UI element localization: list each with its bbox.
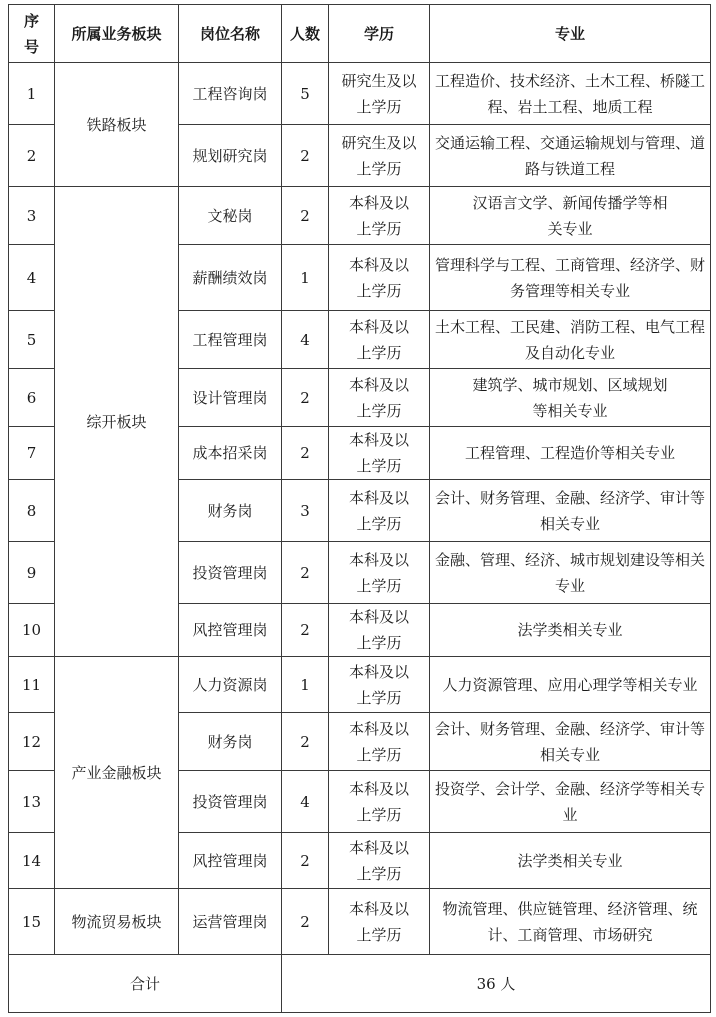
header-major: 专业 (430, 5, 711, 63)
header-count: 人数 (282, 5, 329, 63)
seq-cell: 11 (9, 657, 55, 713)
position-cell: 工程管理岗 (179, 311, 282, 369)
count-cell: 2 (282, 833, 329, 889)
major-cell: 会计、财务管理、金融、经济学、审计等相关专业 (430, 713, 711, 771)
position-cell: 运营管理岗 (179, 889, 282, 955)
table-row (9, 657, 711, 713)
seq-cell: 10 (9, 604, 55, 657)
major-cell: 会计、财务管理、金融、经济学、审计等相关专业 (430, 480, 711, 542)
count-cell: 3 (282, 480, 329, 542)
seq-cell: 13 (9, 771, 55, 833)
education-cell: 本科及以上学历 (329, 311, 430, 369)
major-cell: 工程管理、工程造价等相关专业 (430, 427, 711, 480)
header-seq: 序号 (9, 5, 55, 63)
seq-cell: 5 (9, 311, 55, 369)
education-cell: 本科及以上学历 (329, 604, 430, 657)
major-cell: 人力资源管理、应用心理学等相关专业 (430, 657, 711, 713)
major-cell: 管理科学与工程、工商管理、经济学、财务管理等相关专业 (430, 245, 711, 311)
business-cell: 物流贸易板块 (55, 889, 179, 955)
position-cell: 风控管理岗 (179, 604, 282, 657)
seq-cell: 14 (9, 833, 55, 889)
seq-cell: 4 (9, 245, 55, 311)
count-cell: 5 (282, 63, 329, 125)
education-cell: 研究生及以上学历 (329, 63, 430, 125)
recruitment-table (8, 4, 711, 1013)
count-cell: 1 (282, 245, 329, 311)
business-cell: 综开板块 (55, 187, 179, 657)
education-cell: 本科及以上学历 (329, 833, 430, 889)
education-cell: 本科及以上学历 (329, 480, 430, 542)
count-cell: 2 (282, 369, 329, 427)
education-cell: 本科及以上学历 (329, 187, 430, 245)
position-cell: 设计管理岗 (179, 369, 282, 427)
count-cell: 2 (282, 604, 329, 657)
count-cell: 2 (282, 542, 329, 604)
major-cell: 法学类相关专业 (430, 833, 711, 889)
major-cell: 土木工程、工民建、消防工程、电气工程及自动化专业 (430, 311, 711, 369)
table-row (9, 63, 711, 125)
major-cell: 工程造价、技术经济、土木工程、桥隧工程、岩土工程、地质工程 (430, 63, 711, 125)
position-cell: 人力资源岗 (179, 657, 282, 713)
total-row (9, 955, 711, 1013)
education-cell: 本科及以上学历 (329, 542, 430, 604)
education-cell: 本科及以上学历 (329, 771, 430, 833)
education-cell: 本科及以上学历 (329, 713, 430, 771)
major-cell: 交通运输工程、交通运输规划与管理、道路与铁道工程 (430, 125, 711, 187)
seq-cell: 15 (9, 889, 55, 955)
count-cell: 1 (282, 657, 329, 713)
count-cell: 2 (282, 713, 329, 771)
position-cell: 财务岗 (179, 713, 282, 771)
count-cell: 2 (282, 427, 329, 480)
education-cell: 本科及以上学历 (329, 657, 430, 713)
education-cell: 本科及以上学历 (329, 369, 430, 427)
major-cell: 金融、管理、经济、城市规划建设等相关专业 (430, 542, 711, 604)
seq-cell: 9 (9, 542, 55, 604)
major-cell: 建筑学、城市规划、区域规划等相关专业 (430, 369, 711, 427)
position-cell: 风控管理岗 (179, 833, 282, 889)
header-business: 所属业务板块 (55, 5, 179, 63)
business-cell: 铁路板块 (55, 63, 179, 187)
position-cell: 投资管理岗 (179, 771, 282, 833)
count-cell: 4 (282, 311, 329, 369)
count-cell: 2 (282, 125, 329, 187)
position-cell: 工程咨询岗 (179, 63, 282, 125)
seq-cell: 7 (9, 427, 55, 480)
position-cell: 薪酬绩效岗 (179, 245, 282, 311)
header-education: 学历 (329, 5, 430, 63)
seq-cell: 6 (9, 369, 55, 427)
position-cell: 文秘岗 (179, 187, 282, 245)
total-label: 合计 (9, 955, 282, 1013)
seq-cell: 3 (9, 187, 55, 245)
count-cell: 2 (282, 889, 329, 955)
position-cell: 规划研究岗 (179, 125, 282, 187)
header-row (9, 5, 711, 63)
total-value: 36 人 (282, 955, 711, 1013)
seq-cell: 8 (9, 480, 55, 542)
seq-cell: 2 (9, 125, 55, 187)
business-cell: 产业金融板块 (55, 657, 179, 889)
position-cell: 财务岗 (179, 480, 282, 542)
major-cell: 汉语言文学、新闻传播学等相关专业 (430, 187, 711, 245)
education-cell: 研究生及以上学历 (329, 125, 430, 187)
education-cell: 本科及以上学历 (329, 889, 430, 955)
table-row (9, 187, 711, 245)
major-cell: 投资学、会计学、金融、经济学等相关专业 (430, 771, 711, 833)
position-cell: 投资管理岗 (179, 542, 282, 604)
education-cell: 本科及以上学历 (329, 245, 430, 311)
seq-cell: 12 (9, 713, 55, 771)
header-position: 岗位名称 (179, 5, 282, 63)
table-row (9, 889, 711, 955)
count-cell: 2 (282, 187, 329, 245)
education-cell: 本科及以上学历 (329, 427, 430, 480)
count-cell: 4 (282, 771, 329, 833)
major-cell: 物流管理、供应链管理、经济管理、统计、工商管理、市场研究 (430, 889, 711, 955)
position-cell: 成本招采岗 (179, 427, 282, 480)
seq-cell: 1 (9, 63, 55, 125)
major-cell: 法学类相关专业 (430, 604, 711, 657)
